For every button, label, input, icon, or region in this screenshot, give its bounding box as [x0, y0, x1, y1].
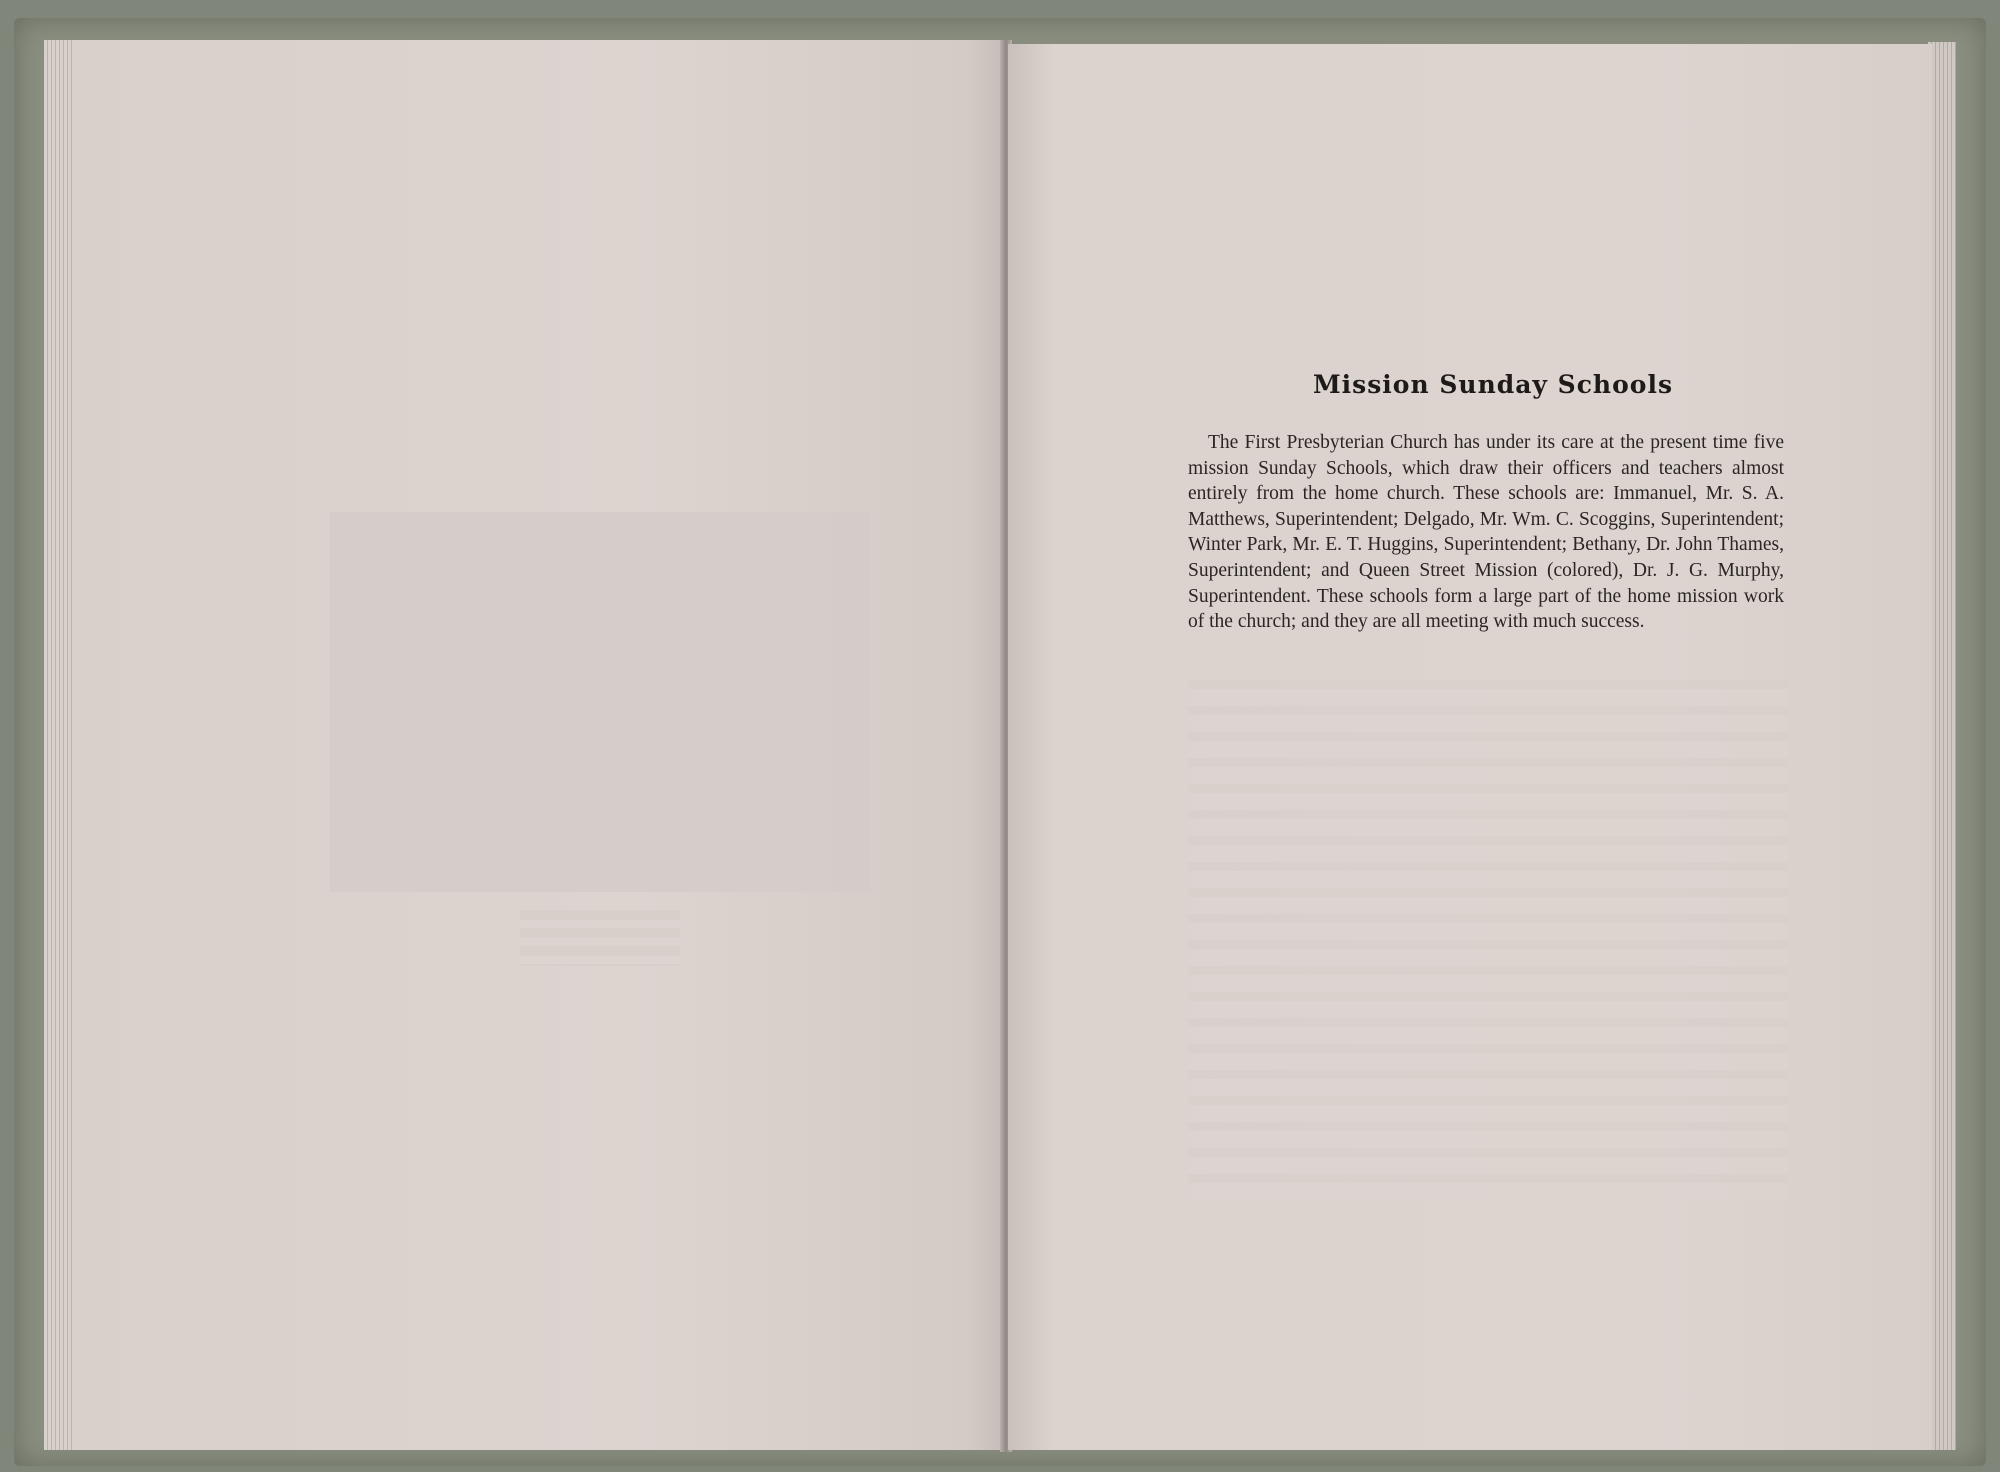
show-through-photo — [330, 512, 870, 892]
show-through-text — [1188, 680, 1788, 1200]
show-through-caption — [520, 910, 680, 966]
page-stack-right — [1928, 42, 1956, 1450]
body-paragraph: The First Presbyterian Church has under its care at the present time five mission Sunday Schools, which draw their officers and teachers almost entirely from the home church. These schools are: Immanuel, Mr. S. A. Matthews, Superintendent; Delgado, Mr. Wm. C. Scoggins, Superintendent; Winter Park, Mr. E. T. Huggins, Superintendent; Bethany, Dr. John Thames, Superintendent; and Queen Street Mission (colored), Dr. J. G. Murphy, Superintendent. These schools form a large part of the home mission work of the church; and they are all meeting with much success. — [1188, 432, 1784, 633]
page-heading: Mission Sunday Schools — [1312, 370, 1674, 399]
